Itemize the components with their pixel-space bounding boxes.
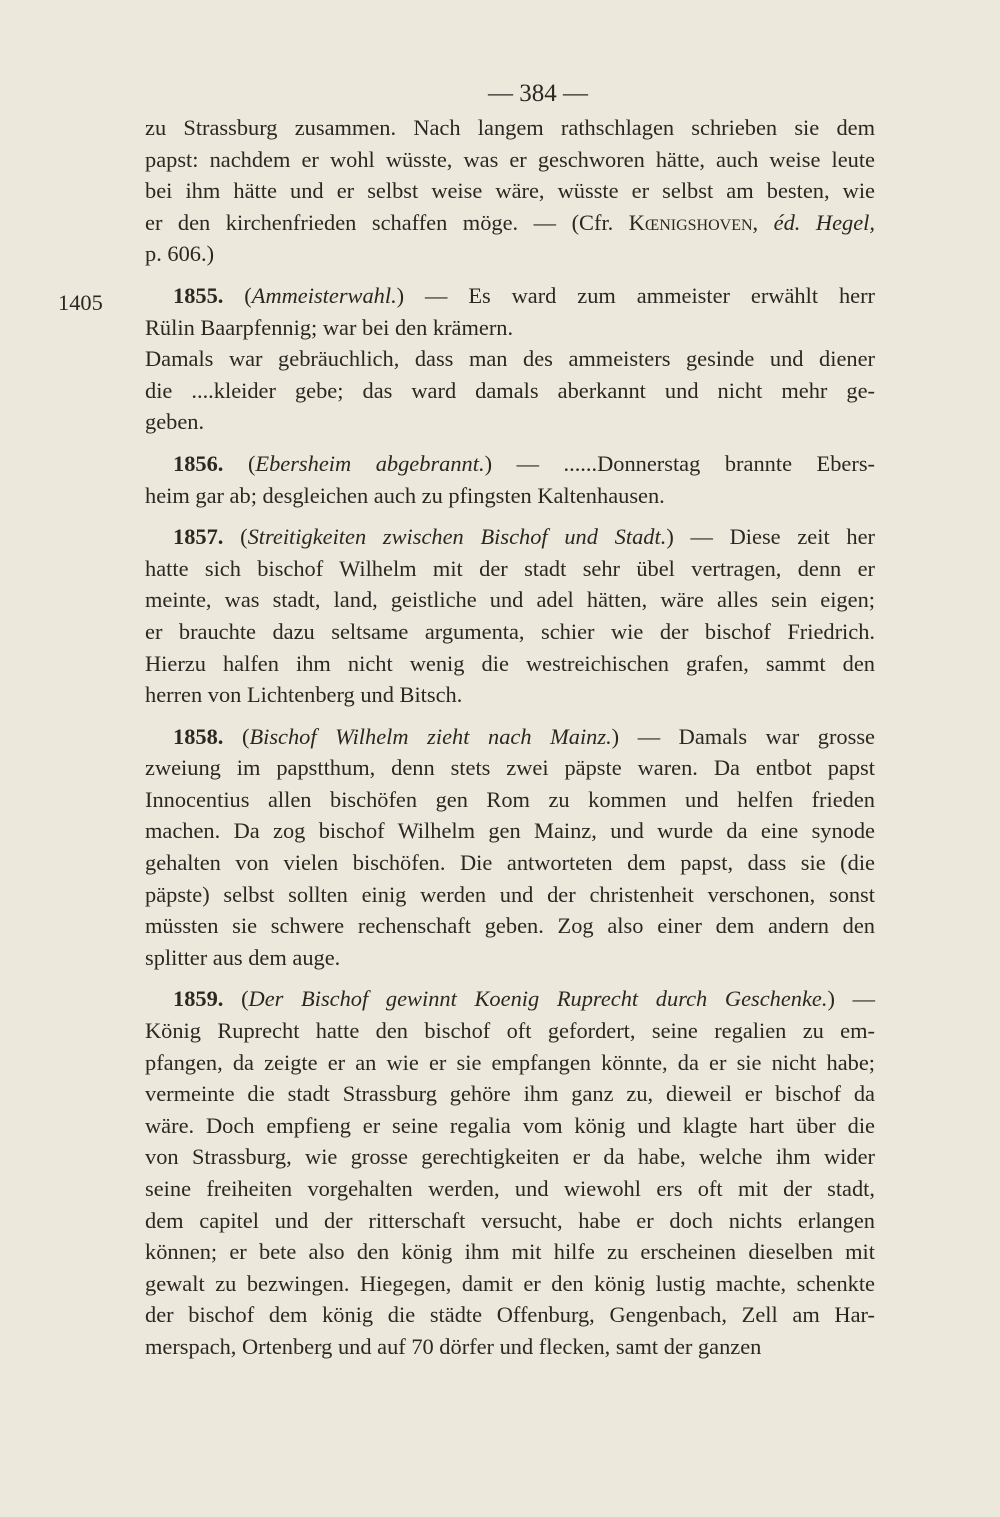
text-line <box>145 1110 875 1142</box>
text-line <box>145 1331 875 1363</box>
text-line <box>145 879 875 911</box>
text-segment: gehalten von vielen bischöfen. Die antworteten dem papst, dass sie (die <box>145 850 875 876</box>
text-segment: Rülin Baarpfennig; war bei den krämern. <box>145 314 514 340</box>
text-segment: päpste) selbst sollten einig werden und der christenheit verschonen, sonst <box>145 881 875 907</box>
text-segment: machen. Da zog bischof Wilhelm gen Mainz, und wurde da eine synode <box>145 818 875 844</box>
text-line <box>145 616 875 648</box>
text-line <box>145 1078 875 1110</box>
text-line <box>145 983 875 1015</box>
text-segment: er den kirchenfrieden schaffen möge. — (Cfr. <box>145 209 629 235</box>
entry-number: 1858. <box>173 723 224 749</box>
text-segment: geben. <box>145 409 205 435</box>
text-segment: bei ihm hätte und er selbst weise wäre, wüsste er selbst am besten, wie <box>145 178 875 204</box>
text-segment: hatte sich bischof Wilhelm mit der stadt sehr übel vertragen, denn er <box>145 555 875 581</box>
text-segment: der bischof dem könig die städte Offenburg, Gengenbach, Zell am Har- <box>145 1302 875 1328</box>
text-segment: ( <box>223 524 248 550</box>
text-line <box>145 406 875 438</box>
text-segment: von Strassburg, wie grosse gerechtigkeiten er da habe, welche ihm wider <box>145 1144 875 1170</box>
text-segment: ) — ......Donnerstag brannte Ebers- <box>484 450 875 476</box>
entry-number: 1857. <box>173 524 224 550</box>
text-segment: papst: nachdem er wohl wüsste, was er geschworen hätte, auch weise leute <box>145 146 875 172</box>
text-line <box>145 1047 875 1079</box>
text-segment: müssten sie schwere rechenschaft geben. Zog also einer dem andern den <box>145 913 875 939</box>
entry-heading: Bischof Wilhelm zieht nach Mainz. <box>249 723 612 749</box>
text-line <box>145 207 875 239</box>
text-segment: meinte, was stadt, land, geistliche und adel hätten, wäre alles sein eigen; <box>145 587 875 613</box>
text-segment: Hierzu halfen ihm nicht wenig die westreichischen grafen, sammt den <box>145 650 875 676</box>
text-line <box>145 1205 875 1237</box>
text-line <box>145 584 875 616</box>
text-segment: vermeinte die stadt Strassburg gehöre ihm ganz zu, dieweil er bischof da <box>145 1081 875 1107</box>
text-segment: Innocentius allen bischöfen gen Rom zu kommen und helfen frieden <box>145 786 875 812</box>
text-segment: ) — Damals war grosse <box>611 723 875 749</box>
margin-year: 1405 <box>58 290 103 315</box>
text-line <box>145 144 875 176</box>
text-segment: herren von Lichtenberg und Bitsch. <box>145 682 463 708</box>
text-segment: seine freiheiten vorgehalten werden, und wiewohl ers oft mit der stadt, <box>145 1176 875 1201</box>
text-segment: zweiung im papstthum, denn stets zwei päpste waren. Da entbot papst <box>145 755 875 781</box>
text-segment: dem capitel und der ritterschaft versucht, habe er doch nichts erlangen <box>145 1207 875 1233</box>
entry-heading: éd. Hegel, <box>773 209 875 235</box>
text-line <box>145 847 875 879</box>
text-line <box>145 112 875 144</box>
text-line <box>145 448 875 480</box>
text-line <box>145 480 875 512</box>
page-number: — 384 — <box>488 80 588 107</box>
text-segment: ) — Es ward zum ammeister erwählt herr <box>396 282 875 308</box>
text-line <box>145 815 875 847</box>
text-line <box>145 1299 875 1331</box>
text-line <box>145 1173 875 1205</box>
text-segment: König Ruprecht hatte den bischof oft gefordert, seine regalien zu em- <box>145 1018 875 1044</box>
text-segment: Damals war gebräuchlich, dass man des ammeisters gesinde und diener <box>145 346 875 372</box>
entry-heading: Streitigkeiten zwischen Bischof und Stadt. <box>247 524 667 550</box>
text-segment: ( <box>223 723 250 749</box>
text-block <box>145 112 875 1363</box>
text-line <box>145 238 875 270</box>
entry-number: 1856. <box>173 450 224 476</box>
text-segment: er brauchte dazu seltsame argumenta, schier wie der bischof Friedrich. <box>145 618 875 644</box>
text-segment: ( <box>223 282 252 308</box>
text-line <box>145 280 875 312</box>
text-line <box>145 343 875 375</box>
text-line <box>145 648 875 680</box>
text-segment: ) — <box>827 986 876 1012</box>
text-segment: die ....kleider gebe; das ward damals aberkannt und nicht mehr ge- <box>145 377 875 403</box>
text-segment: heim gar ab; desgleichen auch zu pfingsten Kaltenhausen. <box>145 482 665 508</box>
text-line <box>145 784 875 816</box>
text-line <box>145 553 875 585</box>
text-line <box>145 752 875 784</box>
text-line <box>145 312 875 344</box>
text-segment: zu Strassburg zusammen. Nach langem rathschlagen schrieben sie dem <box>145 115 875 140</box>
entry-number: 1859. <box>173 986 224 1012</box>
text-segment: ) — Diese zeit her <box>666 524 875 550</box>
text-segment: p. 606.) <box>145 241 215 267</box>
text-segment: ( <box>223 986 249 1012</box>
text-segment: ( <box>223 450 256 476</box>
text-line <box>145 1236 875 1268</box>
text-segment: , <box>752 209 774 235</box>
text-line <box>145 721 875 753</box>
text-segment: splitter aus dem auge. <box>145 944 341 970</box>
text-line <box>145 910 875 942</box>
text-segment: können; er bete also den könig ihm mit hilfe zu erscheinen dieselben mit <box>145 1239 875 1265</box>
text-segment: gewalt zu bezwingen. Hiegegen, damit er den könig lustig machte, schenkte <box>145 1270 875 1296</box>
text-line <box>145 679 875 711</box>
text-segment: merspach, Ortenberg und auf 70 dörfer und flecken, samt der ganzen <box>145 1333 762 1359</box>
text-line <box>145 1268 875 1300</box>
entry-heading: Ebersheim abgebrannt. <box>255 450 485 476</box>
text-line <box>145 942 875 974</box>
entry-heading: Ammeisterwahl. <box>251 282 397 308</box>
text-line <box>145 175 875 207</box>
entry-number: 1855. <box>173 282 224 308</box>
text-segment: pfangen, da zeigte er an wie er sie empfangen könnte, da er sie nicht habe; <box>145 1049 875 1075</box>
text-line <box>145 521 875 553</box>
text-segment: wäre. Doch empfieng er seine regalia vom könig und klagte hart über die <box>145 1112 875 1138</box>
text-line <box>145 375 875 407</box>
text-line <box>145 1141 875 1173</box>
entry-heading: Der Bischof gewinnt Koenig Ruprecht durch Geschenke. <box>248 986 828 1012</box>
text-line <box>145 1015 875 1047</box>
text-segment: Kœnigshoven <box>628 209 753 235</box>
